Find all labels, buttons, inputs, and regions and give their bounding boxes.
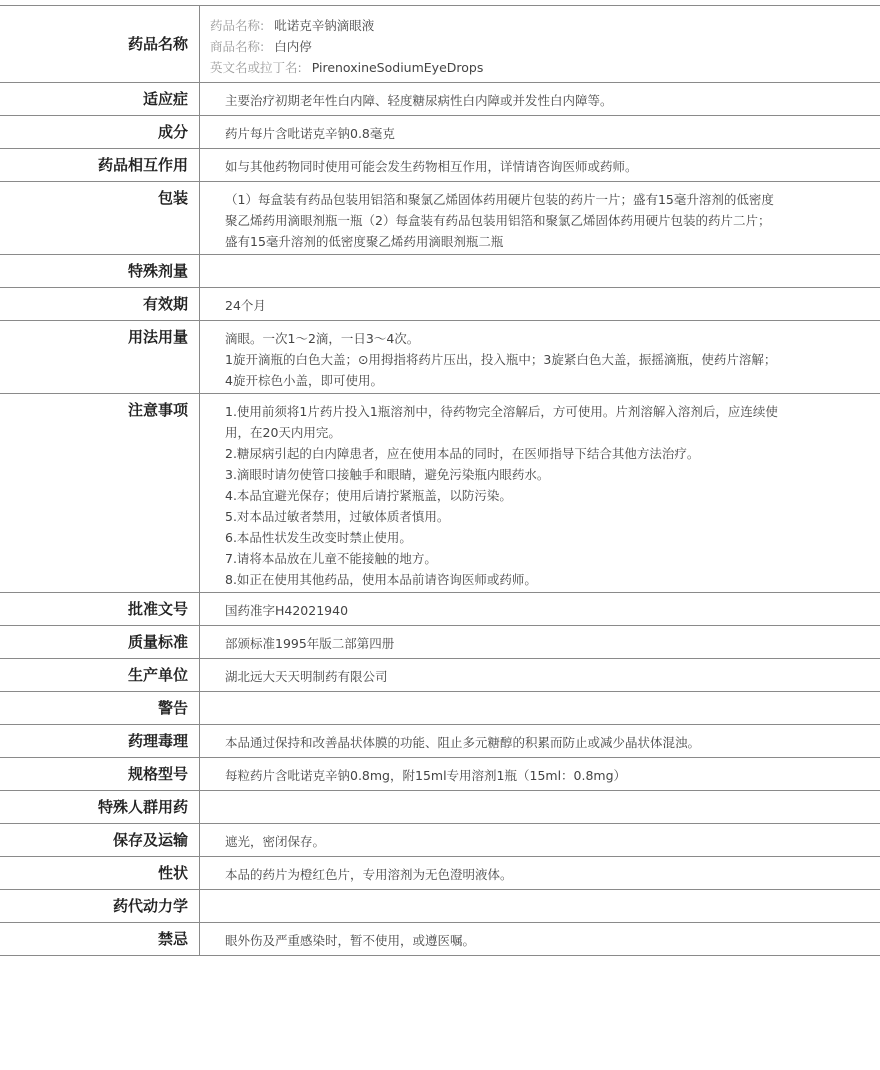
value-precautions	[200, 394, 880, 592]
label-drug-interactions: 药品相互作用	[0, 149, 200, 181]
name-key: 商品名称:	[210, 39, 265, 54]
text-line: 7.请将本品放在儿童不能接触的地方。	[225, 551, 437, 566]
row-indications	[0, 83, 880, 116]
value-appearance	[200, 857, 880, 889]
row-pharmacokinetics	[0, 890, 880, 923]
name-value: PirenoxineSodiumEyeDrops	[311, 60, 484, 75]
value-drug-interactions	[200, 149, 880, 181]
row-contraindications	[0, 923, 880, 956]
label-ingredients: 成分	[0, 116, 200, 148]
text-line: 遮光，密闭保存。	[225, 834, 326, 849]
name-key: 英文名或拉丁名:	[210, 60, 302, 75]
label-precautions: 注意事项	[0, 394, 200, 592]
value-pharmacokinetics	[200, 890, 880, 922]
text-line: 每粒药片含吡诺克辛钠0.8mg，附15ml专用溶剂1瓶（15ml：0.8mg）	[225, 768, 627, 783]
text-line: 1旋开滴瓶的白色大盖；⊙用拇指将药片压出，投入瓶中；3旋紧白色大盖，振摇滴瓶，使药片溶解；4旋开棕色小盖，即可使用。	[225, 352, 777, 388]
row-shelf-life	[0, 288, 880, 321]
label-packaging: 包装	[0, 182, 200, 254]
value-shelf-life	[200, 288, 880, 320]
value-packaging	[200, 182, 880, 254]
row-usage-dosage	[0, 321, 880, 394]
name-value: 吡诺克辛钠滴眼液	[274, 18, 375, 33]
value-indications	[200, 83, 880, 115]
text-line: （1）每盒装有药品包装用铝箔和聚氯乙烯固体药用硬片包装的药片一片；盛有15毫升溶剂的低密度聚乙烯药用滴眼剂瓶一瓶（2）每盒装有药品包装用铝箔和聚氯乙烯固体药用硬片包装的药片二片；盛有15毫升溶剂的低密度聚乙烯药用滴眼剂瓶二瓶	[225, 192, 774, 249]
value-special-dosage	[200, 255, 880, 287]
label-warning: 警告	[0, 692, 200, 724]
label-contraindications: 禁忌	[0, 923, 200, 955]
text-line: 24个月	[225, 298, 266, 313]
text-line: 本品的药片为橙红色片，专用溶剂为无色澄明液体。	[225, 867, 513, 882]
label-pharmacokinetics: 药代动力学	[0, 890, 200, 922]
row-storage-transport	[0, 824, 880, 857]
label-drug-name: 药品名称	[0, 6, 200, 82]
value-manufacturer	[200, 659, 880, 691]
row-special-populations	[0, 791, 880, 824]
text-line: 8.如正在使用其他药品，使用本品前请咨询医师或药师。	[225, 572, 537, 587]
label-pharmacology-toxicology: 药理毒理	[0, 725, 200, 757]
text-line: 6.本品性状发生改变时禁止使用。	[225, 530, 412, 545]
row-packaging	[0, 182, 880, 255]
label-indications: 适应症	[0, 83, 200, 115]
value-pharmacology-toxicology	[200, 725, 880, 757]
row-special-dosage	[0, 255, 880, 288]
label-storage-transport: 保存及运输	[0, 824, 200, 856]
text-line: 2.糖尿病引起的白内障患者，应在使用本品的同时，在医师指导下结合其他方法治疗。	[225, 446, 700, 461]
row-ingredients	[0, 116, 880, 149]
value-warning	[200, 692, 880, 724]
name-value: 白内停	[274, 39, 312, 54]
text-line: 3.滴眼时请勿使管口接触手和眼睛，避免污染瓶内眼药水。	[225, 467, 550, 482]
name-key: 药品名称:	[210, 18, 265, 33]
text-line: 本品通过保持和改善晶状体膜的功能、阻止多元糖醇的积累而防止或减少晶状体混浊。	[225, 735, 701, 750]
text-line: 国药准字H42021940	[225, 603, 349, 618]
row-precautions	[0, 394, 880, 593]
label-appearance: 性状	[0, 857, 200, 889]
value-drug-name	[200, 6, 880, 82]
text-line: 主要治疗初期老年性白内障、轻度糖尿病性白内障或并发性白内障等。	[225, 93, 613, 108]
label-specification: 规格型号	[0, 758, 200, 790]
drug-info-table	[0, 5, 880, 956]
value-special-populations	[200, 791, 880, 823]
value-specification	[200, 758, 880, 790]
row-appearance	[0, 857, 880, 890]
value-approval-number	[200, 593, 880, 625]
text-line: 滴眼。一次1～2滴，一日3～4次。	[225, 331, 420, 346]
row-warning	[0, 692, 880, 725]
text-line: 5.对本品过敏者禁用，过敏体质者慎用。	[225, 509, 450, 524]
label-special-populations: 特殊人群用药	[0, 791, 200, 823]
text-line: 药片每片含吡诺克辛钠0.8毫克	[225, 126, 395, 141]
name-line	[210, 57, 860, 78]
row-specification	[0, 758, 880, 791]
label-shelf-life: 有效期	[0, 288, 200, 320]
label-quality-standard: 质量标准	[0, 626, 200, 658]
text-line: 湖北远大天天明制药有限公司	[225, 669, 388, 684]
row-drug-interactions	[0, 149, 880, 182]
row-drug-name	[0, 5, 880, 83]
text-line: 部颁标准1995年版二部第四册	[225, 636, 395, 651]
value-storage-transport	[200, 824, 880, 856]
text-line: 4.本品宜避光保存；使用后请拧紧瓶盖，以防污染。	[225, 488, 512, 503]
name-line	[210, 15, 860, 36]
label-manufacturer: 生产单位	[0, 659, 200, 691]
label-approval-number: 批准文号	[0, 593, 200, 625]
row-quality-standard	[0, 626, 880, 659]
value-contraindications	[200, 923, 880, 955]
value-quality-standard	[200, 626, 880, 658]
value-usage-dosage	[200, 321, 880, 393]
label-special-dosage: 特殊剂量	[0, 255, 200, 287]
row-pharmacology-toxicology	[0, 725, 880, 758]
label-usage-dosage: 用法用量	[0, 321, 200, 393]
text-line: 1.使用前须将1片药片投入1瓶溶剂中，待药物完全溶解后，方可使用。片剂溶解入溶剂后，应连续使用，在20天内用完。	[225, 404, 778, 440]
text-line: 如与其他药物同时使用可能会发生药物相互作用，详情请咨询医师或药师。	[225, 159, 638, 174]
row-approval-number	[0, 593, 880, 626]
row-manufacturer	[0, 659, 880, 692]
name-line	[210, 36, 860, 57]
text-line: 眼外伤及严重感染时，暂不使用，或遵医嘱。	[225, 933, 476, 948]
value-ingredients	[200, 116, 880, 148]
